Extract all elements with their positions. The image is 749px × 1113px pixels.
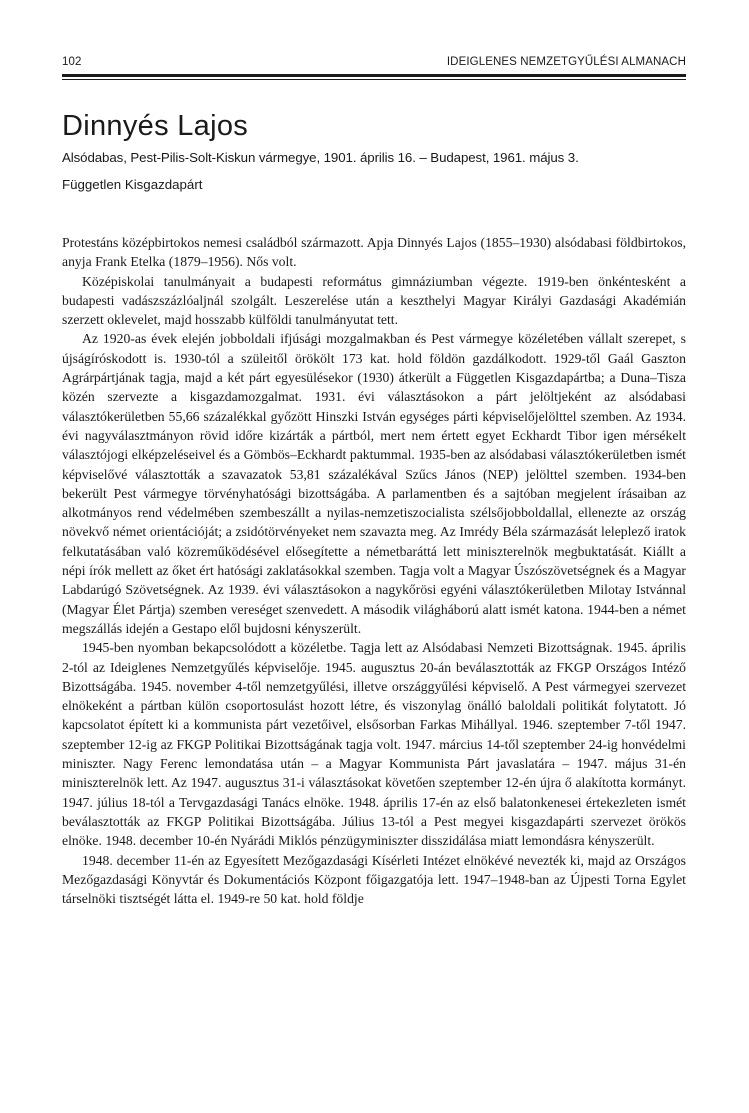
header-rule-thin xyxy=(62,79,686,80)
paragraph-family: Protestáns középbirtokos nemesi családból származott. Apja Dinnyés Lajos (1855–1930) alsódabasi földbirtokos, anyja Frank Etelka (1879–1956). Nős volt. xyxy=(62,235,686,270)
entry-name: Dinnyés Lajos xyxy=(62,110,249,142)
party-affiliation: Független Kisgazdapárt xyxy=(62,177,203,192)
biography-text xyxy=(62,233,686,908)
page-number: 102 xyxy=(62,56,82,68)
birth-death-line: Alsódabas, Pest-Pilis-Solt-Kiskun vármegye, 1901. április 16. – Budapest, 1961. május 3. xyxy=(62,150,579,165)
paragraph-education: Középiskolai tanulmányait a budapesti református gimnáziumban végezte. 1919-ben önkéntesként a budapesti vadászszázlóaljnál szolgált. Leszerelése után a keszthelyi Magyar Királyi Gazdasági Akadémián szerzett oklevelet, majd hosszabb külföldi tanulmányutat tett. xyxy=(62,273,686,328)
running-header xyxy=(62,56,686,74)
paragraph-later-life: 1948. december 11-én az Egyesített Mezőgazdasági Kísérleti Intézet elnökévé nevezték ki, majd az Országos Mezőgazdasági Könyvtár és Dokumentációs Központ főigazgatója lett. 1947–1948-ban az Újpesti Torna Egylet társelnöki tisztségét látta el. 1949-re 50 kat. hold földje xyxy=(62,852,686,907)
paragraph-interwar-career: Az 1920-as évek elején jobboldali ifjúsági mozgalmakban és Pest vármegye közéletében vállalt szerepet, s újságíróskodott is. 1930-tól a szüleitől örökölt 173 kat. hold földön gazdálkodott. 1929-től Gaál Gaszton Agrárpártjának tagja, majd a két párt egyesülésekor (1930) átkerült a Független Kisgazdapártba; a Duna–Tisza közén szervezte a kisgazdamozgalmat. 1931. évi választásokon a párt jelöltjeként az alsódabasi választókerületben 55,66 százalékkal győzött Hinszki István egységes párti képviselőjelölttel szemben. Az 1934. évi nagyválasztmányon rövid időre kizárták a pártból, mert nem értett egyet Eckhardt Tibor igen mérsékelt választójogi elképzeléseivel és a Gömbös–Eckhardt paktummal. 1935-ben az alsódabasi választókerületben ismét képviselővé választották a szavazatok 53,81 százalékával Szűcs János (NEP) jelölttel szemben. 1934-ben bekerült Pest vármegye törvényhatósági bizottságába. A parlamentben és a sajtóban megjelent írásaiban az alkotmányos rend védelmében szembeszállt a nyilas-nemzetiszocialista szélsőjobboldallal, ellenezte az ország növekvő német orientációját; a zsidótörvényeket nem szavazta meg. Az Imrédy Béla származását leleplező iratok felkutatásában való közreműködésével elősegítette a németbaráttá lett miniszterelnök megbuktatását. Kiállt a népi írók mellett az őket ért hatósági zaklatásokkal szemben. Tagja volt a Magyar Úszószövetségnek és a Magyar Labdarúgó Szövetségnek. Az 1939. évi választásokon a nagykőrösi egyéni választókerületben Milotay Istvánnal (Magyar Élet Pártja) szemben vereséget szenvedett. A második világháború alatt ismét katona. 1944-ben a német megszállás idején a Gestapo elől bujdosni kényszerült. xyxy=(62,331,686,636)
header-rule-thick xyxy=(62,74,686,77)
running-title: IDEIGLENES NEMZETGYŰLÉSI ALMANACH xyxy=(446,56,686,68)
paragraph-postwar-career: 1945-ben nyomban bekapcsolódott a közéletbe. Tagja lett az Alsódabasi Nemzeti Bizottságnak. 1945. április 2-tól az Ideiglenes Nemzetgyűlés képviselője. 1945. augusztus 20-án beválasztották az FKGP Országos Intéző Bizottságába. 1945. november 4-től nemzetgyűlési, illetve országgyűlési képviselő. A Pest vármegyei szervezet elnökeként a pártban külön csoportosulást hozott létre, és viszonylag önálló baloldali politikát folytatott. Jó kapcsolatot épített ki a kommunista párt vezetőivel, elsősorban Farkas Mihállyal. 1946. szeptember 7-től 1947. szeptember 12-ig az FKGP Politikai Bizottságának tagja volt. 1947. március 14-től szeptember 24-ig honvédelmi miniszter. Nagy Ferenc lemondatása után – a Magyar Kommunista Párt javaslatára – 1947. május 31-én miniszterelnök lett. Az 1947. augusztus 31-i választásokat követően szeptember 12-én újra ő alakította kormányt. 1947. július 18-tól a Tervgazdasági Tanács elnöke. 1948. április 17-én az első balatonkenesei értekezleten ismét beválasztották az FKGP Politikai Bizottságába. Július 13-tól a Pest megyei kisgazdapárti szervezet örökös elnöke. 1948. december 10-én Nyárádi Miklós pénzügyminiszter disszidálása miatt lemondásra kényszerült. xyxy=(62,640,686,849)
